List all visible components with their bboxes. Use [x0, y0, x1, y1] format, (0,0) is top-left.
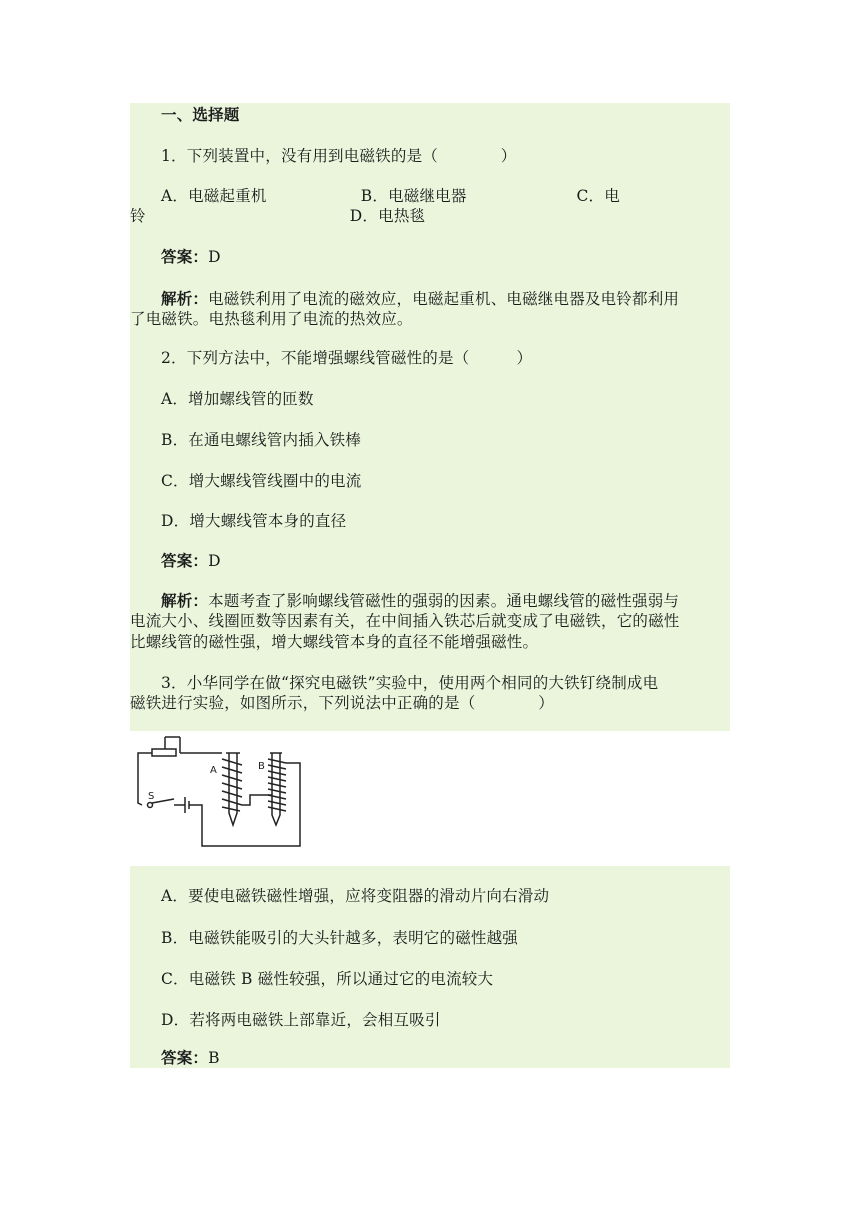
q2-stem: 2．下列方法中，不能增强螺线管磁性的是（ ）: [161, 349, 533, 367]
q2-option-d: D．增大螺线管本身的直径: [161, 512, 347, 530]
circuit-diagram: [130, 733, 310, 858]
q3-answer-label: 答案：: [161, 1049, 209, 1067]
q1-analysis-line1: [161, 288, 679, 310]
q3-option-d: D．若将两电磁铁上部靠近，会相互吸引: [161, 1011, 441, 1029]
q2-answer-label: 答案：: [161, 552, 209, 570]
q3-option-b: B．电磁铁能吸引的大头针越多，表明它的磁性越强: [161, 929, 518, 947]
q1-answer: [161, 246, 221, 268]
q1-answer-label: 答案：: [161, 248, 209, 266]
q1-options-line2: 铃 D．电热毯: [130, 207, 426, 225]
q1-options-line1: A．电磁起重机 B．电磁继电器 C．电: [161, 187, 620, 205]
q2-option-b: B．在通电螺线管内插入铁棒: [161, 431, 361, 449]
q2-analysis-line2: 电流大小、线圈匝数等因素有关，在中间插入铁芯后就变成了电磁铁，它的磁性: [130, 612, 680, 630]
q2-option-c: C．增大螺线管线圈中的电流: [161, 472, 362, 490]
label-b: B: [258, 761, 265, 772]
section-heading: 一、选择题: [161, 106, 240, 124]
switch: [148, 803, 153, 808]
rheostat: [152, 749, 176, 756]
q3-stem-line2: 磁铁进行实验，如图所示，下列说法中正确的是（ ）: [130, 694, 554, 712]
q1-stem: 1．下列装置中，没有用到电磁铁的是（ ）: [161, 147, 517, 165]
label-a: A: [210, 765, 217, 776]
q3-stem-line1: 3．小华同学在做“探究电磁铁”实验中，使用两个相同的大铁钉绕制成电: [161, 674, 659, 692]
q2-answer-value: D: [208, 552, 221, 570]
electromagnet-b: [268, 753, 286, 825]
q2-analysis-line3: 比螺线管的磁性强，增大螺线管本身的直径不能增强磁性。: [130, 633, 539, 651]
q1-analysis-text1: 电磁铁利用了电流的磁效应，电磁起重机、电磁继电器及电铃都利用: [208, 290, 680, 308]
q2-analysis-text1: 本题考查了影响螺线管磁性的强弱的因素。通电螺线管的磁性强弱与: [208, 592, 680, 610]
q1-analysis-line2: 了电磁铁。电热毯利用了电流的热效应。: [130, 310, 413, 328]
q2-analysis-line1: [161, 590, 679, 612]
label-s: S: [148, 791, 155, 802]
q3-answer-value: B: [208, 1049, 220, 1067]
q3-option-a: A．要使电磁铁磁性增强，应将变阻器的滑动片向右滑动: [161, 887, 550, 905]
q2-option-a: A．增加螺线管的匝数: [161, 390, 314, 408]
q1-answer-value: D: [208, 248, 221, 266]
q1-analysis-label: 解析：: [161, 290, 209, 308]
q3-answer: [161, 1047, 220, 1069]
electromagnet-a: [222, 753, 242, 825]
q3-option-c: C．电磁铁 B 磁性较强，所以通过它的电流较大: [161, 970, 494, 988]
q2-analysis-label: 解析：: [161, 592, 209, 610]
q2-answer: [161, 550, 221, 572]
